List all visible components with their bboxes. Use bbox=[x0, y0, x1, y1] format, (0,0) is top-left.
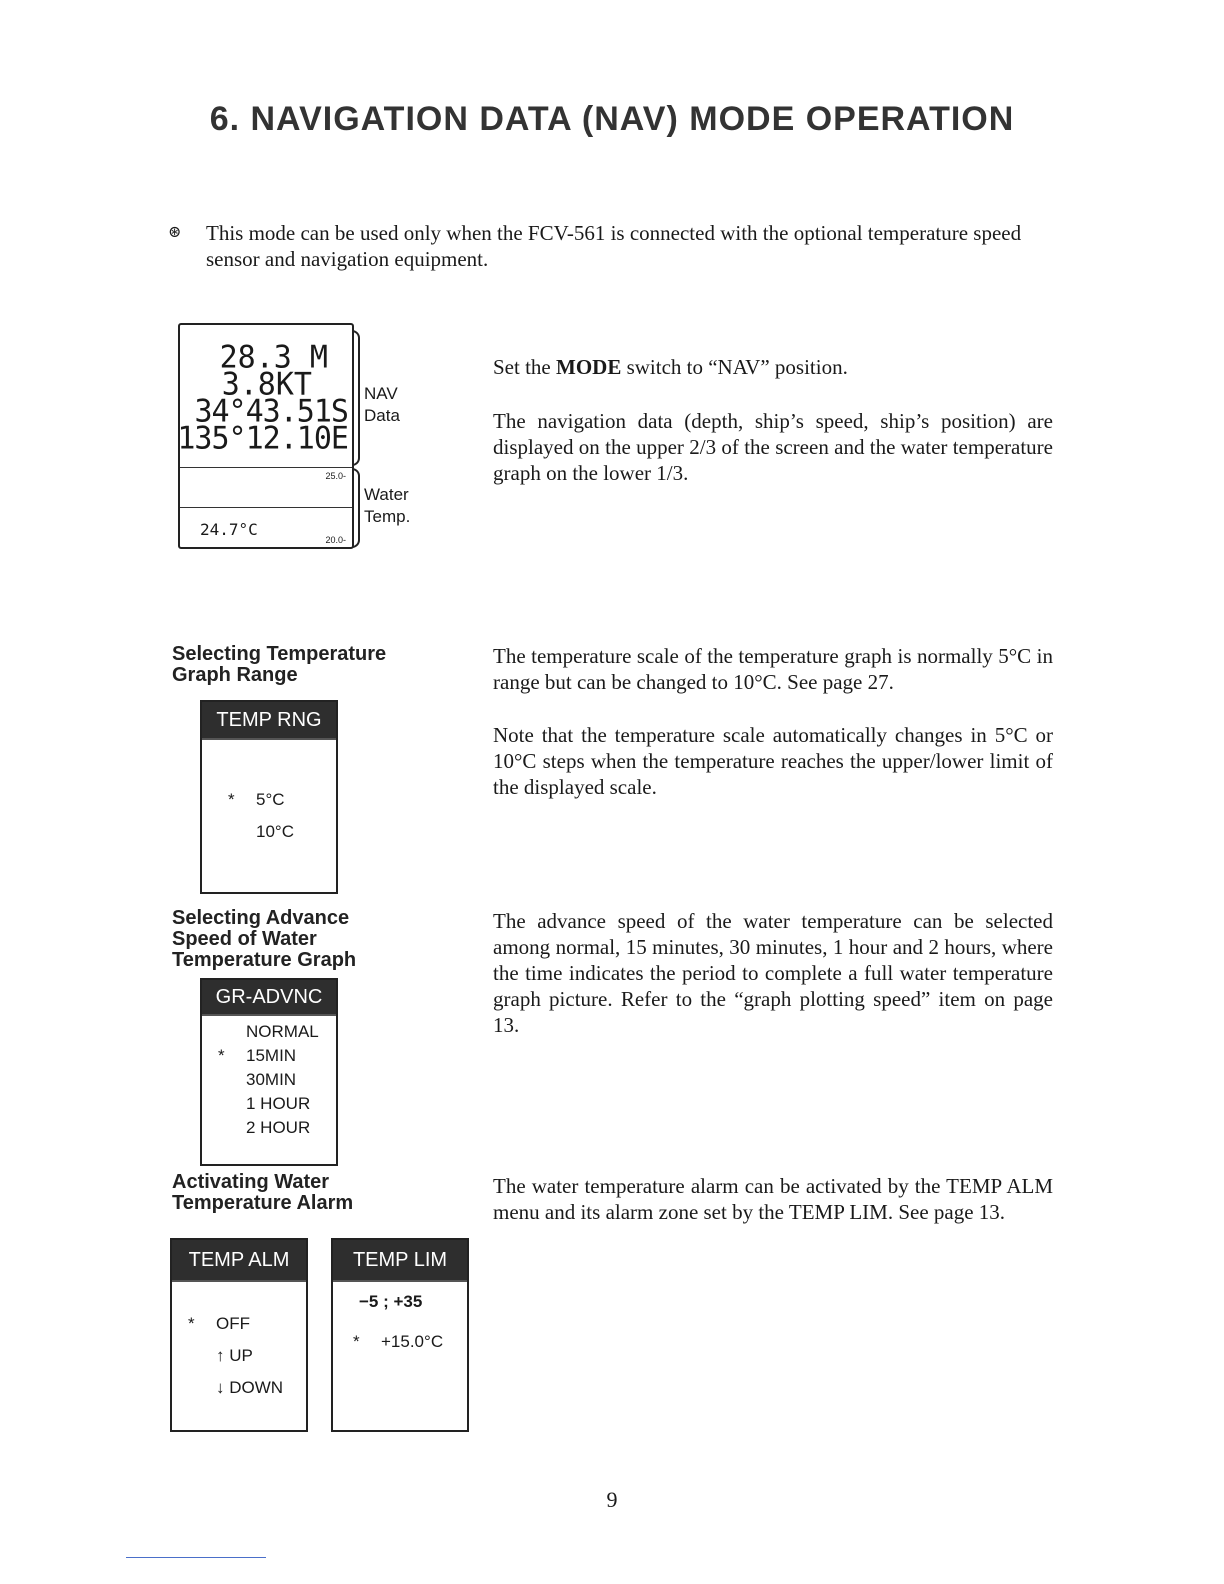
heading-temp-range: Selecting Temperature Graph Range bbox=[172, 643, 387, 686]
option-30min[interactable]: 30MIN bbox=[246, 1070, 297, 1089]
temp-graph-line bbox=[180, 507, 352, 508]
selected-marker-icon: * bbox=[218, 1046, 225, 1065]
option-off[interactable]: OFF bbox=[216, 1314, 250, 1333]
temp-alm-title: TEMP ALM bbox=[172, 1240, 306, 1282]
screen-divider bbox=[180, 467, 352, 468]
advance-para: The advance speed of the water temperature can be selected among normal, 15 minutes, 30 minutes, 1 hour and 2 hours, where the time indicates the period to complete a full water temperature graph picture. Refer to the “graph plotting speed” item on page 13. bbox=[493, 909, 1053, 1037]
temp-rng-title: TEMP RNG bbox=[202, 702, 336, 740]
option-2-hour[interactable]: 2 HOUR bbox=[246, 1118, 311, 1137]
water-temp-callout: Water Temp. bbox=[364, 485, 411, 526]
footer-line bbox=[126, 1557, 266, 1558]
heading-advance-speed: Selecting Advance Speed of Water Temperature Graph bbox=[172, 907, 357, 971]
mode-switch-label: MODE bbox=[556, 355, 622, 379]
option-5c[interactable]: 5°C bbox=[256, 790, 285, 809]
temp-scale-top: 25.0- bbox=[325, 471, 346, 481]
option-up[interactable]: ↑ UP bbox=[216, 1346, 253, 1365]
limit-range: −5 ; +35 bbox=[359, 1292, 423, 1311]
gr-advnc-title: GR-ADVNC bbox=[202, 980, 336, 1016]
selected-marker-icon: * bbox=[228, 790, 235, 809]
option-normal[interactable]: NORMAL bbox=[246, 1022, 319, 1041]
range-para-2: Note that the temperature scale automatically changes in 5°C or 10°C steps when the temperature reaches the upper/lower limit of the displayed scale. bbox=[493, 723, 1053, 799]
mode-instruction: Set the MODE switch to “NAV” position. bbox=[493, 355, 848, 379]
selected-marker-icon: * bbox=[353, 1332, 360, 1351]
nav-data-brace bbox=[352, 330, 360, 466]
speed-readout: 3.8KT bbox=[221, 366, 312, 403]
page-number: 9 bbox=[606, 1487, 618, 1512]
page-title: 6. NAVIGATION DATA (NAV) MODE OPERATION bbox=[209, 100, 1015, 138]
water-temp-brace bbox=[352, 468, 360, 548]
nav-description: The navigation data (depth, ship’s speed, ship’s position) are displayed on the upper 2/3 of the screen and the water temperature graph on the lower 1/3. bbox=[493, 409, 1053, 485]
option-15min[interactable]: 15MIN bbox=[246, 1046, 297, 1065]
heading-temp-alarm: Activating Water Temperature Alarm bbox=[172, 1171, 354, 1214]
nav-data-callout: NAV Data bbox=[364, 384, 400, 425]
temp-scale-bottom: 20.0- bbox=[325, 535, 346, 545]
gr-advnc-menu bbox=[200, 978, 338, 1166]
temp-rng-menu bbox=[200, 700, 338, 894]
temp-lim-menu bbox=[331, 1238, 469, 1432]
depth-readout: 28.3 M bbox=[219, 339, 328, 376]
option-down[interactable]: ↓ DOWN bbox=[216, 1378, 284, 1397]
longitude-readout: 135°12.10E bbox=[177, 420, 348, 457]
selected-marker-icon: * bbox=[188, 1314, 195, 1333]
range-para-1: The temperature scale of the temperature graph is normally 5°C in range but can be changed to 10°C. See page 27. bbox=[493, 644, 1053, 694]
option-10c[interactable]: 10°C bbox=[256, 822, 294, 841]
alarm-para: The water temperature alarm can be activated by the TEMP ALM menu and its alarm zone set by the TEMP LIM. See page 13. bbox=[493, 1174, 1053, 1224]
temp-lim-title: TEMP LIM bbox=[333, 1240, 467, 1282]
bullet-icon: ⊛ bbox=[168, 224, 182, 241]
water-temp-readout: 24.7°C bbox=[200, 520, 258, 539]
latitude-readout: 34°43.51S bbox=[194, 393, 348, 430]
temp-alm-menu bbox=[170, 1238, 308, 1432]
option-1-hour[interactable]: 1 HOUR bbox=[246, 1094, 311, 1113]
intro-note-text: This mode can be used only when the FCV-561 is connected with the optional temperature speed sensor and navigation equipment. bbox=[206, 221, 1022, 271]
nav-screen-display bbox=[178, 323, 354, 549]
limit-value[interactable]: +15.0°C bbox=[381, 1332, 444, 1351]
